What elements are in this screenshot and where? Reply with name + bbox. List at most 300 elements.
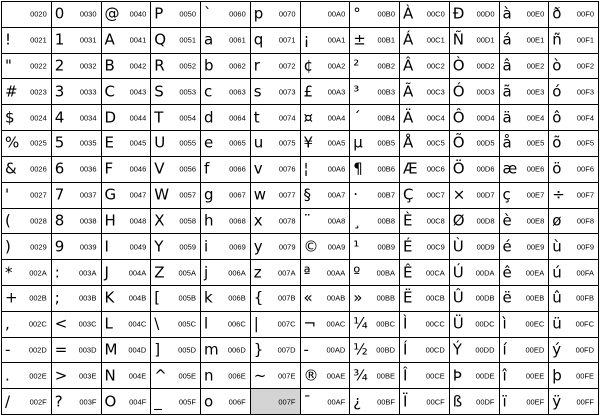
- char-cell[interactable]: [251, 157, 301, 183]
- char-glyph: J: [104, 263, 109, 282]
- char-glyph: ³: [353, 82, 360, 101]
- char-cell[interactable]: [350, 79, 400, 105]
- char-cell[interactable]: [52, 54, 102, 80]
- char-cell[interactable]: [151, 363, 201, 389]
- char-glyph: U: [154, 133, 166, 152]
- char-cell[interactable]: [400, 389, 450, 415]
- char-cell[interactable]: [301, 28, 351, 54]
- char-cell[interactable]: [102, 363, 152, 389]
- char-cell[interactable]: [400, 363, 450, 389]
- char-cell[interactable]: [251, 79, 301, 105]
- char-cell[interactable]: [201, 363, 251, 389]
- char-code: 00B6: [377, 164, 395, 174]
- char-cell[interactable]: [549, 209, 599, 235]
- char-cell[interactable]: [301, 183, 351, 209]
- char-cell[interactable]: [2, 312, 52, 338]
- char-glyph: A: [104, 30, 115, 49]
- char-glyph: 0: [54, 4, 65, 23]
- char-glyph: q: [253, 30, 264, 49]
- char-cell[interactable]: [151, 260, 201, 286]
- char-glyph: ¨: [303, 211, 311, 230]
- char-cell[interactable]: [151, 312, 201, 338]
- char-glyph: o: [204, 392, 214, 411]
- char-code: 00BF: [377, 397, 395, 407]
- char-cell[interactable]: [102, 234, 152, 260]
- char-glyph: a: [204, 30, 214, 49]
- char-code: 006D: [227, 345, 246, 355]
- char-cell[interactable]: [201, 286, 251, 312]
- char-cell[interactable]: [450, 312, 500, 338]
- char-glyph: ×: [452, 185, 466, 204]
- char-cell[interactable]: [500, 28, 550, 54]
- char-cell[interactable]: [450, 2, 500, 28]
- char-cell[interactable]: [350, 2, 400, 28]
- char-glyph: »: [353, 288, 363, 307]
- char-cell[interactable]: [301, 209, 351, 235]
- char-cell[interactable]: [350, 131, 400, 157]
- char-cell[interactable]: [549, 234, 599, 260]
- char-cell[interactable]: [400, 131, 450, 157]
- char-cell[interactable]: [549, 54, 599, 80]
- char-code: 00CC: [425, 319, 445, 329]
- char-code: 0031: [79, 35, 97, 45]
- char-cell[interactable]: [2, 183, 52, 209]
- char-code: 0067: [229, 190, 246, 200]
- char-glyph: O: [104, 392, 117, 411]
- char-cell[interactable]: [500, 131, 550, 157]
- char-cell[interactable]: [549, 2, 599, 28]
- char-cell[interactable]: [549, 183, 599, 209]
- char-glyph: Ú: [452, 263, 464, 282]
- char-cell[interactable]: [2, 131, 52, 157]
- char-code: 006E: [228, 371, 246, 381]
- char-glyph: ²: [353, 56, 360, 75]
- char-cell[interactable]: [450, 209, 500, 235]
- char-code: 0023: [30, 87, 47, 97]
- char-cell[interactable]: [500, 157, 550, 183]
- char-cell[interactable]: [500, 260, 550, 286]
- char-glyph: ¢: [303, 56, 314, 75]
- char-cell[interactable]: [450, 131, 500, 157]
- char-glyph: r: [253, 56, 260, 75]
- char-cell[interactable]: [549, 338, 599, 364]
- char-glyph: ´: [353, 108, 361, 127]
- char-cell[interactable]: [201, 209, 251, 235]
- char-cell[interactable]: [500, 389, 550, 415]
- char-cell[interactable]: [549, 79, 599, 105]
- char-code: 003B: [78, 294, 97, 304]
- char-cell[interactable]: [350, 389, 400, 415]
- char-cell[interactable]: [52, 28, 102, 54]
- char-cell[interactable]: [450, 105, 500, 131]
- char-code: 0062: [229, 61, 246, 71]
- char-glyph: 6: [54, 159, 65, 178]
- char-glyph: Ð: [452, 4, 465, 23]
- char-glyph: à: [502, 4, 512, 23]
- char-glyph: ú: [552, 263, 562, 282]
- char-glyph: ^: [154, 366, 167, 385]
- char-glyph: .: [5, 366, 10, 385]
- char-glyph: G: [104, 185, 117, 204]
- char-glyph: c: [204, 82, 213, 101]
- char-glyph: <: [54, 314, 68, 333]
- char-code: 0059: [179, 242, 196, 252]
- char-cell[interactable]: [151, 183, 201, 209]
- char-cell[interactable]: [301, 260, 351, 286]
- char-cell[interactable]: [500, 209, 550, 235]
- char-cell[interactable]: [102, 105, 152, 131]
- char-glyph: Î: [403, 366, 408, 385]
- char-cell[interactable]: [201, 260, 251, 286]
- char-cell[interactable]: [102, 338, 152, 364]
- char-cell[interactable]: [450, 286, 500, 312]
- char-code: 00D7: [476, 190, 495, 200]
- char-cell[interactable]: [549, 157, 599, 183]
- char-code: 0077: [278, 190, 296, 200]
- char-cell[interactable]: [52, 286, 102, 312]
- char-cell[interactable]: [500, 286, 550, 312]
- char-cell[interactable]: [2, 234, 52, 260]
- char-cell[interactable]: [201, 2, 251, 28]
- char-cell[interactable]: [450, 183, 500, 209]
- char-cell[interactable]: [2, 157, 52, 183]
- char-code: 00B3: [377, 87, 395, 97]
- char-cell[interactable]: [2, 54, 52, 80]
- char-cell[interactable]: [500, 183, 550, 209]
- char-cell[interactable]: [350, 157, 400, 183]
- char-cell[interactable]: [2, 338, 52, 364]
- char-cell[interactable]: [301, 105, 351, 131]
- char-cell[interactable]: [350, 183, 400, 209]
- char-cell[interactable]: [201, 234, 251, 260]
- char-cell[interactable]: [549, 28, 599, 54]
- char-cell[interactable]: [102, 54, 152, 80]
- char-cell[interactable]: [52, 338, 102, 364]
- char-cell[interactable]: [301, 234, 351, 260]
- char-cell[interactable]: [301, 389, 351, 415]
- char-cell[interactable]: [500, 105, 550, 131]
- char-cell[interactable]: [52, 2, 102, 28]
- char-cell[interactable]: [52, 312, 102, 338]
- char-cell[interactable]: [549, 260, 599, 286]
- char-cell[interactable]: [350, 338, 400, 364]
- char-glyph: Ë: [403, 288, 413, 307]
- char-cell[interactable]: [201, 79, 251, 105]
- char-cell[interactable]: [102, 28, 152, 54]
- char-cell[interactable]: [52, 260, 102, 286]
- char-code: 007E: [277, 371, 296, 381]
- char-cell[interactable]: [102, 131, 152, 157]
- char-code: 002A: [29, 268, 47, 278]
- char-code: 005E: [178, 371, 196, 381]
- char-code: 00FE: [576, 371, 594, 381]
- char-code: 0052: [179, 61, 196, 71]
- char-cell[interactable]: [450, 28, 500, 54]
- char-code: 0075: [278, 139, 296, 149]
- char-glyph: k: [204, 288, 213, 307]
- char-cell[interactable]: [350, 260, 400, 286]
- char-cell[interactable]: [500, 234, 550, 260]
- char-glyph: Õ: [452, 133, 465, 152]
- char-cell[interactable]: [151, 2, 201, 28]
- char-cell[interactable]: [450, 234, 500, 260]
- char-cell[interactable]: [102, 2, 152, 28]
- char-code: 005F: [178, 397, 196, 407]
- char-code: 00F0: [576, 10, 594, 20]
- char-code: 00C7: [426, 190, 445, 200]
- char-cell[interactable]: [400, 286, 450, 312]
- char-cell[interactable]: [500, 338, 550, 364]
- char-cell[interactable]: [350, 28, 400, 54]
- char-code: 00D9: [476, 242, 495, 252]
- char-glyph: &: [5, 159, 17, 178]
- char-cell[interactable]: [251, 54, 301, 80]
- char-cell[interactable]: [251, 389, 301, 415]
- char-cell[interactable]: [400, 79, 450, 105]
- char-cell[interactable]: [251, 286, 301, 312]
- char-glyph: H: [104, 211, 116, 230]
- char-cell[interactable]: [301, 131, 351, 157]
- char-cell[interactable]: [450, 79, 500, 105]
- char-code: 002C: [28, 319, 47, 329]
- char-code: 00EE: [525, 371, 545, 381]
- char-code: 0049: [129, 242, 147, 252]
- char-cell[interactable]: [102, 389, 152, 415]
- char-cell[interactable]: [549, 131, 599, 157]
- char-cell[interactable]: [102, 79, 152, 105]
- char-cell[interactable]: [52, 131, 102, 157]
- char-cell[interactable]: [450, 389, 500, 415]
- char-glyph: w: [253, 185, 267, 204]
- char-cell[interactable]: [201, 312, 251, 338]
- char-cell[interactable]: [350, 363, 400, 389]
- char-cell[interactable]: [251, 234, 301, 260]
- char-cell[interactable]: [151, 79, 201, 105]
- char-glyph: µ: [353, 133, 363, 152]
- char-code: 00E5: [526, 139, 545, 149]
- char-code: 005B: [178, 294, 196, 304]
- char-code: 00E0: [526, 10, 545, 20]
- char-cell[interactable]: [151, 131, 201, 157]
- char-cell[interactable]: [251, 260, 301, 286]
- char-cell[interactable]: [2, 105, 52, 131]
- char-cell[interactable]: [102, 312, 152, 338]
- char-cell[interactable]: [350, 286, 400, 312]
- char-cell[interactable]: [2, 260, 52, 286]
- char-cell[interactable]: [201, 54, 251, 80]
- char-glyph: ": [5, 56, 12, 75]
- char-glyph: Ü: [452, 314, 464, 333]
- char-cell[interactable]: [500, 312, 550, 338]
- char-cell[interactable]: [500, 363, 550, 389]
- char-cell[interactable]: [400, 2, 450, 28]
- char-glyph: ¾: [353, 366, 368, 385]
- char-cell[interactable]: [301, 157, 351, 183]
- char-cell[interactable]: [52, 234, 102, 260]
- char-glyph: X: [154, 211, 165, 230]
- char-code: 00FD: [575, 345, 594, 355]
- char-cell[interactable]: [2, 286, 52, 312]
- char-cell[interactable]: [450, 338, 500, 364]
- char-cell[interactable]: [400, 54, 450, 80]
- char-cell[interactable]: [201, 105, 251, 131]
- char-cell[interactable]: [350, 312, 400, 338]
- char-cell[interactable]: [52, 105, 102, 131]
- char-cell[interactable]: [400, 105, 450, 131]
- char-glyph: ì: [502, 314, 507, 333]
- char-cell[interactable]: [151, 209, 201, 235]
- char-cell[interactable]: [151, 389, 201, 415]
- char-glyph: Å: [403, 133, 414, 152]
- char-cell[interactable]: [102, 286, 152, 312]
- char-cell[interactable]: [450, 54, 500, 80]
- char-cell[interactable]: [52, 183, 102, 209]
- char-cell[interactable]: [301, 54, 351, 80]
- char-cell[interactable]: [549, 286, 599, 312]
- char-glyph: @: [104, 4, 120, 23]
- char-code: 00D2: [476, 61, 495, 71]
- char-cell[interactable]: [102, 260, 152, 286]
- char-glyph: ©: [303, 237, 319, 256]
- char-cell[interactable]: [52, 389, 102, 415]
- char-code: 00D1: [476, 35, 495, 45]
- char-cell[interactable]: [52, 157, 102, 183]
- char-code: 0068: [229, 216, 246, 226]
- char-code: 0027: [30, 190, 47, 200]
- char-cell[interactable]: [400, 312, 450, 338]
- char-cell[interactable]: [2, 28, 52, 54]
- char-cell[interactable]: [251, 209, 301, 235]
- char-cell[interactable]: [201, 157, 251, 183]
- char-cell[interactable]: [52, 79, 102, 105]
- char-glyph: $: [5, 108, 15, 127]
- char-glyph: Ò: [452, 56, 465, 75]
- char-cell[interactable]: [400, 338, 450, 364]
- char-cell[interactable]: [151, 338, 201, 364]
- char-cell[interactable]: [102, 183, 152, 209]
- char-cell[interactable]: [350, 209, 400, 235]
- char-glyph: v: [253, 159, 263, 178]
- char-cell[interactable]: [301, 2, 351, 28]
- char-glyph: ù: [552, 237, 562, 256]
- char-code: 00B5: [377, 139, 395, 149]
- char-cell[interactable]: [251, 363, 301, 389]
- char-code: 00F9: [576, 242, 594, 252]
- char-glyph: ÷: [552, 185, 565, 204]
- char-cell[interactable]: [2, 209, 52, 235]
- char-code: 00E1: [526, 35, 545, 45]
- char-cell[interactable]: [450, 363, 500, 389]
- char-code: 00A6: [327, 164, 346, 174]
- char-cell[interactable]: [301, 79, 351, 105]
- char-cell[interactable]: [350, 105, 400, 131]
- char-cell[interactable]: [151, 157, 201, 183]
- char-code: 00E8: [526, 216, 545, 226]
- char-cell[interactable]: [151, 105, 201, 131]
- char-glyph: 1: [54, 30, 65, 49]
- char-glyph: Ó: [452, 82, 465, 101]
- char-cell[interactable]: [251, 2, 301, 28]
- char-code: 003C: [78, 319, 97, 329]
- char-cell[interactable]: [201, 338, 251, 364]
- char-code: 003E: [78, 371, 97, 381]
- char-glyph: L: [104, 314, 113, 333]
- char-cell[interactable]: [500, 54, 550, 80]
- char-cell[interactable]: [400, 157, 450, 183]
- char-glyph: ?: [54, 392, 63, 411]
- char-cell[interactable]: [549, 389, 599, 415]
- char-cell[interactable]: [549, 363, 599, 389]
- char-cell[interactable]: [251, 105, 301, 131]
- char-glyph: §: [303, 185, 311, 204]
- char-glyph: É: [403, 237, 413, 256]
- char-cell[interactable]: [102, 209, 152, 235]
- char-cell[interactable]: [52, 363, 102, 389]
- char-cell[interactable]: [400, 260, 450, 286]
- char-code: 00C0: [426, 10, 445, 20]
- char-cell[interactable]: [251, 131, 301, 157]
- char-glyph: °: [353, 4, 361, 23]
- char-cell[interactable]: [2, 363, 52, 389]
- char-cell[interactable]: [400, 234, 450, 260]
- char-cell[interactable]: [350, 234, 400, 260]
- char-cell[interactable]: [251, 28, 301, 54]
- char-cell[interactable]: [2, 389, 52, 415]
- char-cell[interactable]: [151, 28, 201, 54]
- char-cell[interactable]: [500, 2, 550, 28]
- char-cell[interactable]: [549, 105, 599, 131]
- char-code: 00AB: [326, 294, 346, 304]
- char-cell[interactable]: [400, 28, 450, 54]
- char-glyph: b: [204, 56, 214, 75]
- char-cell[interactable]: [151, 54, 201, 80]
- char-cell[interactable]: [301, 363, 351, 389]
- char-glyph: #: [5, 82, 18, 101]
- char-cell[interactable]: [201, 131, 251, 157]
- char-cell[interactable]: [201, 389, 251, 415]
- char-cell[interactable]: [400, 183, 450, 209]
- char-code: 0036: [79, 164, 97, 174]
- char-cell[interactable]: [350, 54, 400, 80]
- char-glyph: 7: [54, 185, 65, 204]
- char-glyph: (: [5, 211, 11, 230]
- char-glyph: %: [5, 133, 20, 152]
- char-cell[interactable]: [400, 209, 450, 235]
- char-cell[interactable]: [301, 312, 351, 338]
- char-cell[interactable]: [102, 157, 152, 183]
- char-cell[interactable]: [500, 79, 550, 105]
- char-code: 00BD: [376, 345, 395, 355]
- char-code: 004D: [128, 345, 147, 355]
- char-cell[interactable]: [301, 286, 351, 312]
- char-cell[interactable]: [52, 209, 102, 235]
- char-cell[interactable]: [151, 234, 201, 260]
- char-cell[interactable]: [2, 2, 52, 28]
- char-cell[interactable]: [251, 338, 301, 364]
- char-cell[interactable]: [201, 183, 251, 209]
- char-glyph: ò: [552, 56, 562, 75]
- char-cell[interactable]: [201, 28, 251, 54]
- char-cell[interactable]: [151, 286, 201, 312]
- char-cell[interactable]: [251, 183, 301, 209]
- char-code: 004E: [128, 371, 147, 381]
- char-cell[interactable]: [301, 338, 351, 364]
- char-cell[interactable]: [251, 312, 301, 338]
- char-cell[interactable]: [549, 312, 599, 338]
- char-cell[interactable]: [450, 157, 500, 183]
- char-cell[interactable]: [450, 260, 500, 286]
- char-cell[interactable]: [2, 79, 52, 105]
